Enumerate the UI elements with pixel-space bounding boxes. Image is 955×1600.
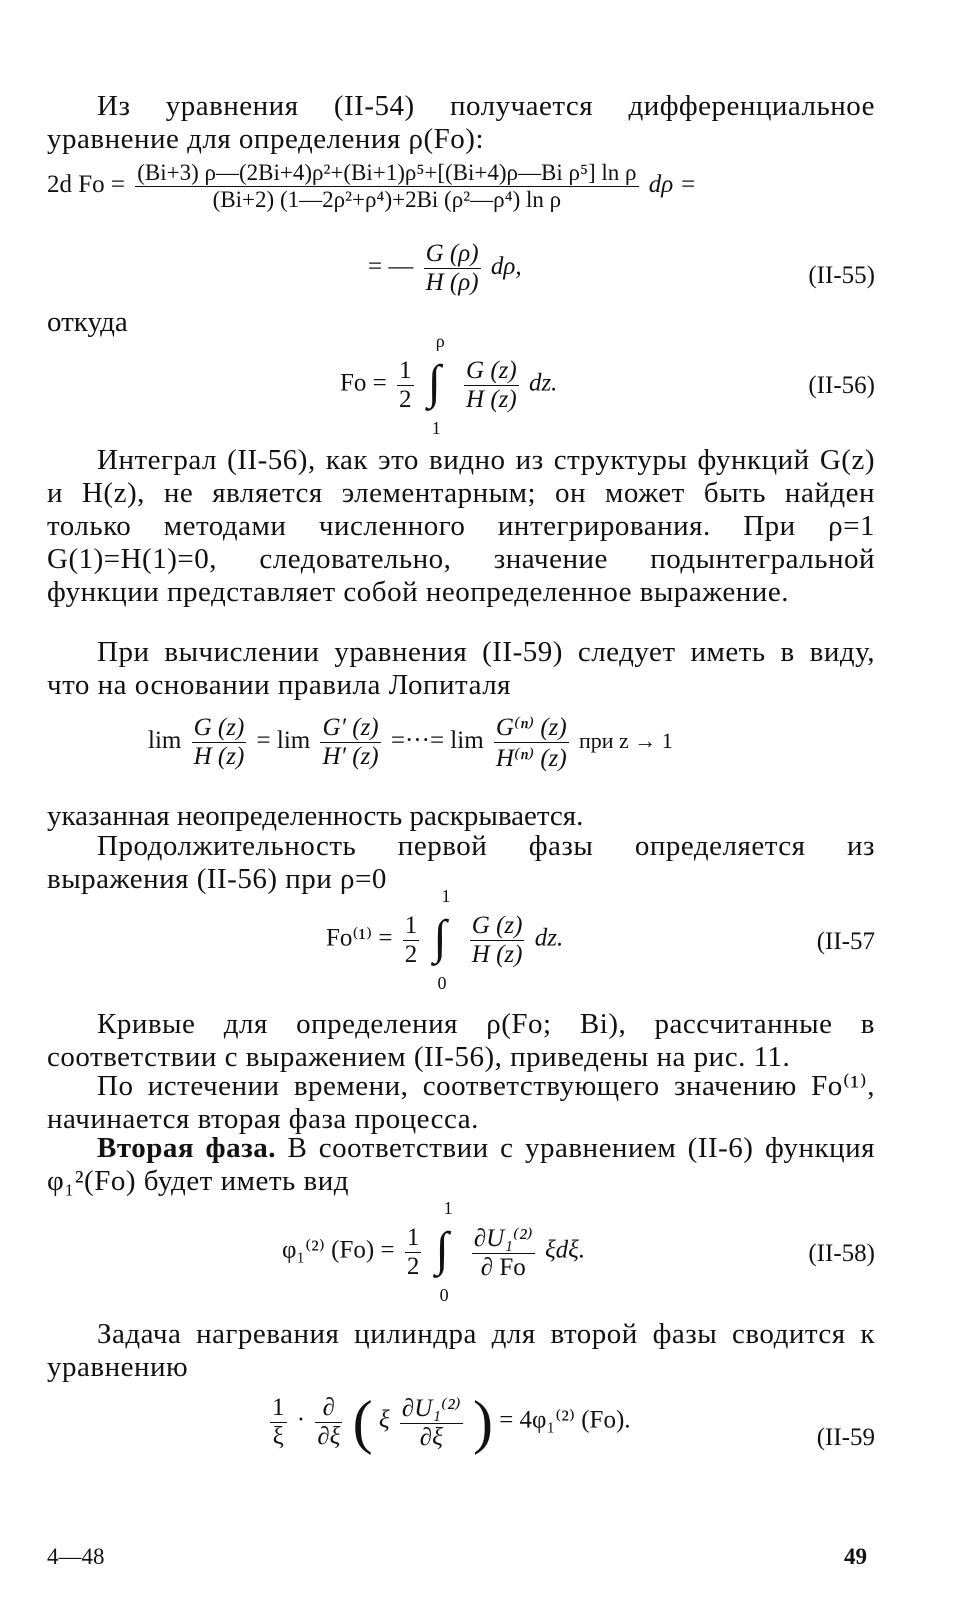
eq55-numerator: (Bi+3) ρ—(2Bi+4)ρ²+(Bi+1)ρ⁵+[(Bi+4)ρ—Bi ρ⁵] ln ρ — [137, 160, 637, 185]
integral-sign: ∫ — [435, 1223, 449, 1276]
eq59-xi: ξ — [272, 1422, 284, 1450]
lim-f1-num: G (z) — [193, 714, 245, 741]
eq56-gz: G (z) — [466, 356, 517, 384]
eq56-integral — [424, 331, 454, 438]
equation-ii-59 — [266, 1389, 631, 1455]
eq56-hz: H (z) — [466, 385, 517, 413]
lim-f2-num: G′ (z) — [322, 714, 379, 741]
lim-f1-den: H (z) — [193, 743, 245, 770]
eq57-upper-limit: 1 — [441, 886, 451, 906]
eq58-tail: ξdξ. — [544, 1236, 586, 1264]
eq58-half — [405, 1224, 422, 1281]
lim-f3-den: H⁽ⁿ⁾ (z) — [495, 745, 567, 772]
paragraph-first-phase: Продолжительность первой фазы определяется из выражения (II-56) при ρ=0 — [47, 830, 875, 895]
lim-eq2: =···= lim — [390, 727, 484, 755]
eq56-lower-limit: 1 — [431, 418, 441, 438]
eq56-two: 2 — [399, 385, 412, 413]
eq59-xi-inner: ξ — [378, 1406, 390, 1434]
right-paren: ) — [472, 1389, 493, 1455]
eq57-gz: G (z) — [471, 911, 523, 939]
eq59-one: 1 — [272, 1393, 285, 1421]
eq56-half — [397, 357, 414, 414]
eq56-upper-limit: ρ — [435, 331, 445, 351]
lim-fraction-1 — [192, 714, 247, 771]
eq59-d: ∂ — [315, 1394, 342, 1423]
eq55-lhs: 2d Fo = — [47, 171, 126, 199]
eq58-upper-limit: 1 — [443, 1198, 453, 1218]
eq57-lhs: Fo⁽¹⁾ = — [326, 924, 393, 952]
page-number: 49 — [844, 1544, 867, 1569]
eq57-two: 2 — [404, 940, 418, 968]
lim-fraction-2 — [320, 714, 380, 771]
eq59-one-over-xi — [270, 1394, 287, 1451]
paragraph-lhopital: При вычислении уравнения (II-59) следует иметь в виду, что на основании правила Лопиталя — [47, 636, 875, 701]
equation-ii-55-line2 — [368, 240, 522, 297]
equation-ii-57 — [326, 886, 564, 993]
eq57-gh-fraction — [470, 912, 525, 969]
eq55-fraction — [135, 160, 638, 213]
lim-eq1: = lim — [256, 727, 311, 755]
paragraph-resolved: указанная неопределенность раскрывается. — [47, 800, 584, 832]
eq58-partial-fraction — [472, 1223, 535, 1282]
printer-signature: 4—48 — [47, 1544, 105, 1569]
equation-ii-56 — [340, 331, 558, 438]
equation-number-ii-59: (II-59 — [816, 1424, 875, 1451]
paragraph-second-phase-start: По истечении времени, соответствующего значению Fo⁽¹⁾, начинается вторая фаза процесса. — [47, 1070, 875, 1135]
eq57-dz: dz. — [534, 924, 564, 952]
integral-sign: ∫ — [433, 911, 447, 964]
eq56-lhs: Fo = — [340, 369, 387, 397]
eq55-h-rho: H (ρ) — [425, 269, 479, 296]
eq59-inner-fraction — [400, 1393, 463, 1452]
eq55-g-rho: G (ρ) — [425, 240, 479, 267]
eq58-denominator: ∂ Fo — [480, 1253, 526, 1281]
left-paren: ( — [352, 1389, 373, 1455]
eq57-hz: H (z) — [471, 940, 523, 968]
eq56-dz: dz. — [528, 369, 558, 397]
eq59-inner-num: ∂U₁⁽²⁾ — [401, 1394, 461, 1422]
equation-ii-58 — [282, 1198, 586, 1305]
eq58-two: 2 — [406, 1252, 420, 1280]
integral-sign: ∫ — [427, 356, 441, 409]
word-otkuda: откуда — [47, 306, 128, 338]
eq59-dxi: ∂ξ — [317, 1422, 341, 1450]
equation-number-ii-57: (II-57 — [816, 928, 875, 955]
eq57-half — [403, 912, 420, 969]
heading-second-phase: Вторая фаза. — [97, 1132, 276, 1164]
eq58-integral — [432, 1198, 462, 1305]
eq55-gh-fraction — [424, 240, 481, 297]
lim-f2-den: H′ (z) — [322, 743, 379, 770]
eq59-dot: · — [296, 1406, 306, 1434]
eq58-lhs: φ₁⁽²⁾ (Fo) = — [282, 1236, 395, 1264]
paragraph-second-phase — [47, 1132, 875, 1198]
lim-fraction-3 — [494, 712, 569, 773]
eq59-inner-den: ∂ξ — [419, 1423, 443, 1451]
paragraph-second-phase-text: В соответствии с уравнением (II-6) функция φ₁²(Fo) будет иметь вид — [47, 1132, 875, 1197]
eq55-tail: dρ = — [648, 171, 697, 199]
eq57-one: 1 — [404, 911, 418, 939]
eq58-lower-limit: 0 — [439, 1285, 449, 1305]
eq58-numerator: ∂U₁⁽²⁾ — [473, 1224, 533, 1252]
equation-number-ii-56: (II-56) — [808, 372, 875, 399]
lim-f3-num: G⁽ⁿ⁾ (z) — [495, 714, 567, 741]
eq55-line2-tail: dρ, — [490, 253, 522, 281]
eq56-gh-fraction — [464, 357, 519, 414]
paragraph-intro: Из уравнения (II-54) получается дифференциальное уравнение для определения ρ(Fo): — [47, 90, 875, 155]
eq58-one: 1 — [406, 1223, 420, 1251]
eq59-rhs: = 4φ₁⁽²⁾ (Fo). — [499, 1406, 631, 1434]
eq59-partial-op — [315, 1394, 342, 1451]
paragraph-curves: Кривые для определения ρ(Fo; Bi), рассчитанные в соответствии с выражением (II-56), приведены на рис. 11. — [47, 1008, 875, 1073]
paragraph-integral: Интеграл (II-56), как это видно из структуры функций G(z) и H(z), не является элементарным; он может быть найден только методами численного интегрирования. При ρ=1 G(1)=H(1)=0, следовательно, значение подынтегральной функции представляет собой неопределенное выражение. — [47, 444, 875, 608]
eq57-integral — [430, 886, 460, 993]
lim-word: lim — [148, 727, 182, 755]
eq55-denominator: (Bi+2) (1—2ρ²+ρ⁴)+2Bi (ρ²—ρ⁴) ln ρ — [212, 187, 562, 212]
eq56-one: 1 — [399, 356, 412, 384]
eq57-lower-limit: 0 — [437, 973, 447, 993]
eq55-line2-lhs: = — — [368, 253, 414, 281]
equation-number-ii-58: (II-58) — [808, 1240, 875, 1267]
equation-limit — [148, 712, 673, 773]
paragraph-cylinder: Задача нагревания цилиндра для второй фазы сводится к уравнению — [47, 1318, 875, 1383]
equation-number-ii-55: (II-55) — [808, 262, 875, 289]
equation-ii-55-line1 — [47, 160, 696, 213]
lim-tail: при z → 1 — [578, 728, 673, 754]
